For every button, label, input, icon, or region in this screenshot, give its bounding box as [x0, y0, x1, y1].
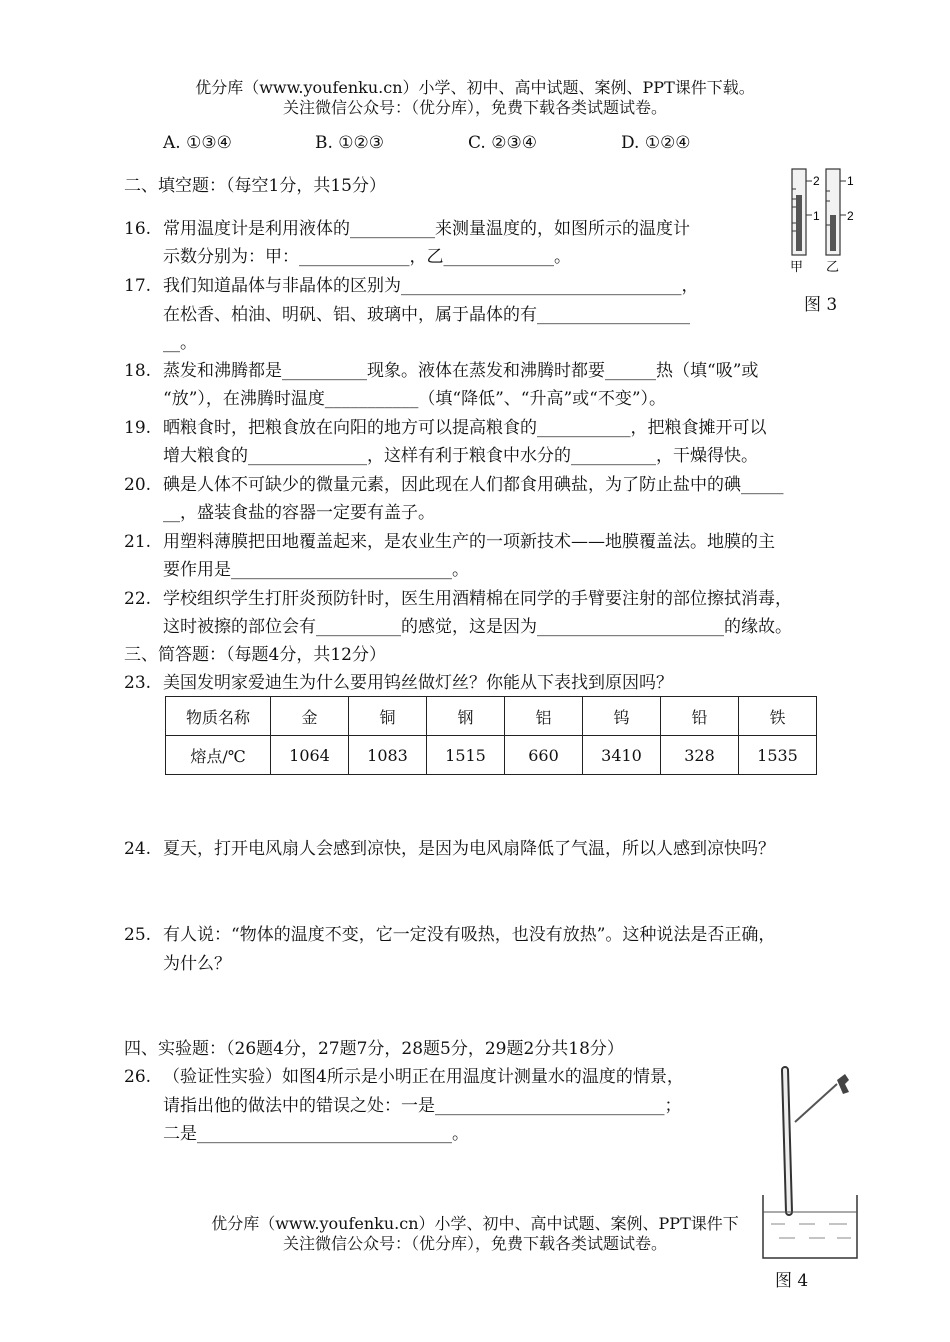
- option-d: D. ①②④: [621, 133, 691, 153]
- table-cell-melting-point: 1515: [427, 736, 505, 775]
- table-cell-melting-point: 1083: [349, 736, 427, 775]
- q21-line-2: 要作用是__________________________。: [163, 560, 469, 580]
- thermometer-b-tick: 1: [847, 174, 854, 188]
- q20-line-1: 碘是人体不可缺少的微量元素，因此现在人们都食用碘盐，为了防止盐中的碘_____: [163, 475, 784, 495]
- table-cell-material: 铅: [661, 697, 739, 736]
- q20-number: 20.: [124, 475, 152, 495]
- section-3-title: 三、简答题：（每题4分，共12分）: [124, 645, 386, 665]
- table-cell-material: 铜: [349, 697, 427, 736]
- table-cell-melting-point: 1535: [739, 736, 817, 775]
- q25-line-1: 有人说：“物体的温度不变，它一定没有吸热，也没有放热”。这种说法是否正确，: [163, 925, 776, 945]
- q17-line-1: 我们知道晶体与非晶体的区别为_________________________________，: [163, 276, 699, 296]
- q23-line-1: 美国发明家爱迪生为什么要用钨丝做灯丝？你能从下表找到原因吗？: [163, 673, 673, 693]
- q18-line-2: “放”），在沸腾时温度___________（填“降低”、“升高”或“不变”）。: [163, 389, 667, 409]
- table-cell-melting-point: 3410: [583, 736, 661, 775]
- table-cell-material: 金: [271, 697, 349, 736]
- table-header-melting-point: 熔点/℃: [166, 736, 271, 775]
- option-b: B. ①②③: [315, 133, 385, 153]
- q26-line-2: 请指出他的做法中的错误之处：一是___________________________；: [163, 1096, 682, 1116]
- q23-number: 23.: [124, 673, 152, 693]
- melting-point-table: [165, 696, 817, 775]
- section-2-title: 二、填空题：（每空1分，共15分）: [124, 176, 386, 196]
- option-c: C. ②③④: [468, 133, 537, 153]
- q17-line-2: 在松香、柏油、明矾、铝、玻璃中，属于晶体的有__________________: [163, 305, 690, 325]
- table-cell-material: 铁: [739, 697, 817, 736]
- q26-number: 26.: [124, 1067, 152, 1087]
- section-4-title: 四、实验题：（26题4分，27题7分，28题5分，29题2分共18分）: [124, 1039, 624, 1059]
- q26-line-1: （验证性实验）如图4所示是小明正在用温度计测量水的温度的情景，: [163, 1067, 684, 1087]
- figure-4-beaker-thermometer: [755, 1062, 865, 1267]
- q18-number: 18.: [124, 361, 152, 381]
- thermometer-a-tick: 1: [813, 209, 820, 223]
- table-cell-material: 钨: [583, 697, 661, 736]
- q16-line-1: 常用温度计是利用液体的__________来测量温度的，如图所示的温度计: [163, 219, 690, 239]
- figure-3-caption: 图 3: [804, 295, 838, 315]
- table-cell-melting-point: 660: [505, 736, 583, 775]
- table-row-materials: [166, 697, 817, 736]
- thermometer-a-label: 甲: [790, 260, 804, 275]
- thermometer-a: [792, 169, 820, 255]
- q25-number: 25.: [124, 925, 152, 945]
- thermometer-b: [826, 169, 854, 255]
- q16-line-2: 示数分别为：甲：_____________，乙_____________。: [163, 247, 571, 267]
- table-cell-material: 铝: [505, 697, 583, 736]
- q26-line-3: 二是______________________________。: [163, 1124, 469, 1144]
- q19-line-2: 增大粮食的______________，这样有利于粮食中水分的__________，干燥得快。: [163, 446, 758, 466]
- table-cell-melting-point: 1064: [271, 736, 349, 775]
- q22-line-2: 这时被擦的部位会有__________的感觉，这是因为______________________的缘故。: [163, 617, 792, 637]
- q24-number: 24.: [124, 839, 152, 859]
- q18-line-1: 蒸发和沸腾都是__________现象。液体在蒸发和沸腾时都要______热（填“吸”或: [163, 361, 759, 381]
- q19-number: 19.: [124, 418, 152, 438]
- option-a: A. ①③④: [163, 133, 232, 153]
- table-cell-melting-point: 328: [661, 736, 739, 775]
- q19-line-1: 晒粮食时，把粮食放在向阳的地方可以提高粮食的___________，把粮食摊开可以: [163, 418, 767, 438]
- figure-4-caption: 图 4: [775, 1271, 809, 1291]
- footer-line-2: 关注微信公众号：（优分库），免费下载各类试题试卷。: [282, 1234, 667, 1253]
- q16-number: 16.: [124, 219, 152, 239]
- q21-number: 21.: [124, 532, 152, 552]
- q17-line-3: __。: [163, 333, 197, 353]
- q24-line-1: 夏天，打开电风扇人会感到凉快，是因为电风扇降低了气温，所以人感到凉快吗？: [163, 839, 775, 859]
- thermometer-a-tick: 2: [813, 174, 820, 188]
- table-row-melting-points: [166, 736, 817, 775]
- header-line-1: 优分库（www.youfenku.cn）小学、初中、高中试题、案例、PPT课件下载。: [195, 78, 755, 97]
- q17-number: 17.: [124, 276, 152, 296]
- header-line-2: 关注微信公众号：（优分库），免费下载各类试题试卷。: [282, 98, 667, 117]
- eye-icon: [837, 1074, 849, 1094]
- table-header-material: 物质名称: [166, 697, 271, 736]
- thermometer-b-label: 乙: [826, 260, 840, 275]
- q22-number: 22.: [124, 589, 152, 609]
- q20-line-2: __，盛装食盐的容器一定要有盖子。: [163, 503, 435, 523]
- figure-3-thermometers: [780, 165, 890, 280]
- q25-line-2: 为什么？: [163, 954, 231, 974]
- thermometer-b-tick: 2: [847, 209, 854, 223]
- footer-line-1: 优分库（www.youfenku.cn）小学、初中、高中试题、案例、PPT课件下: [211, 1214, 739, 1233]
- q22-line-1: 学校组织学生打肝炎预防针时，医生用酒精棉在同学的手臂要注射的部位擦拭消毒，: [163, 589, 792, 609]
- table-cell-material: 钢: [427, 697, 505, 736]
- q21-line-1: 用塑料薄膜把田地覆盖起来，是农业生产的一项新技术——地膜覆盖法。地膜的主: [163, 532, 775, 552]
- beaker: [763, 1195, 857, 1258]
